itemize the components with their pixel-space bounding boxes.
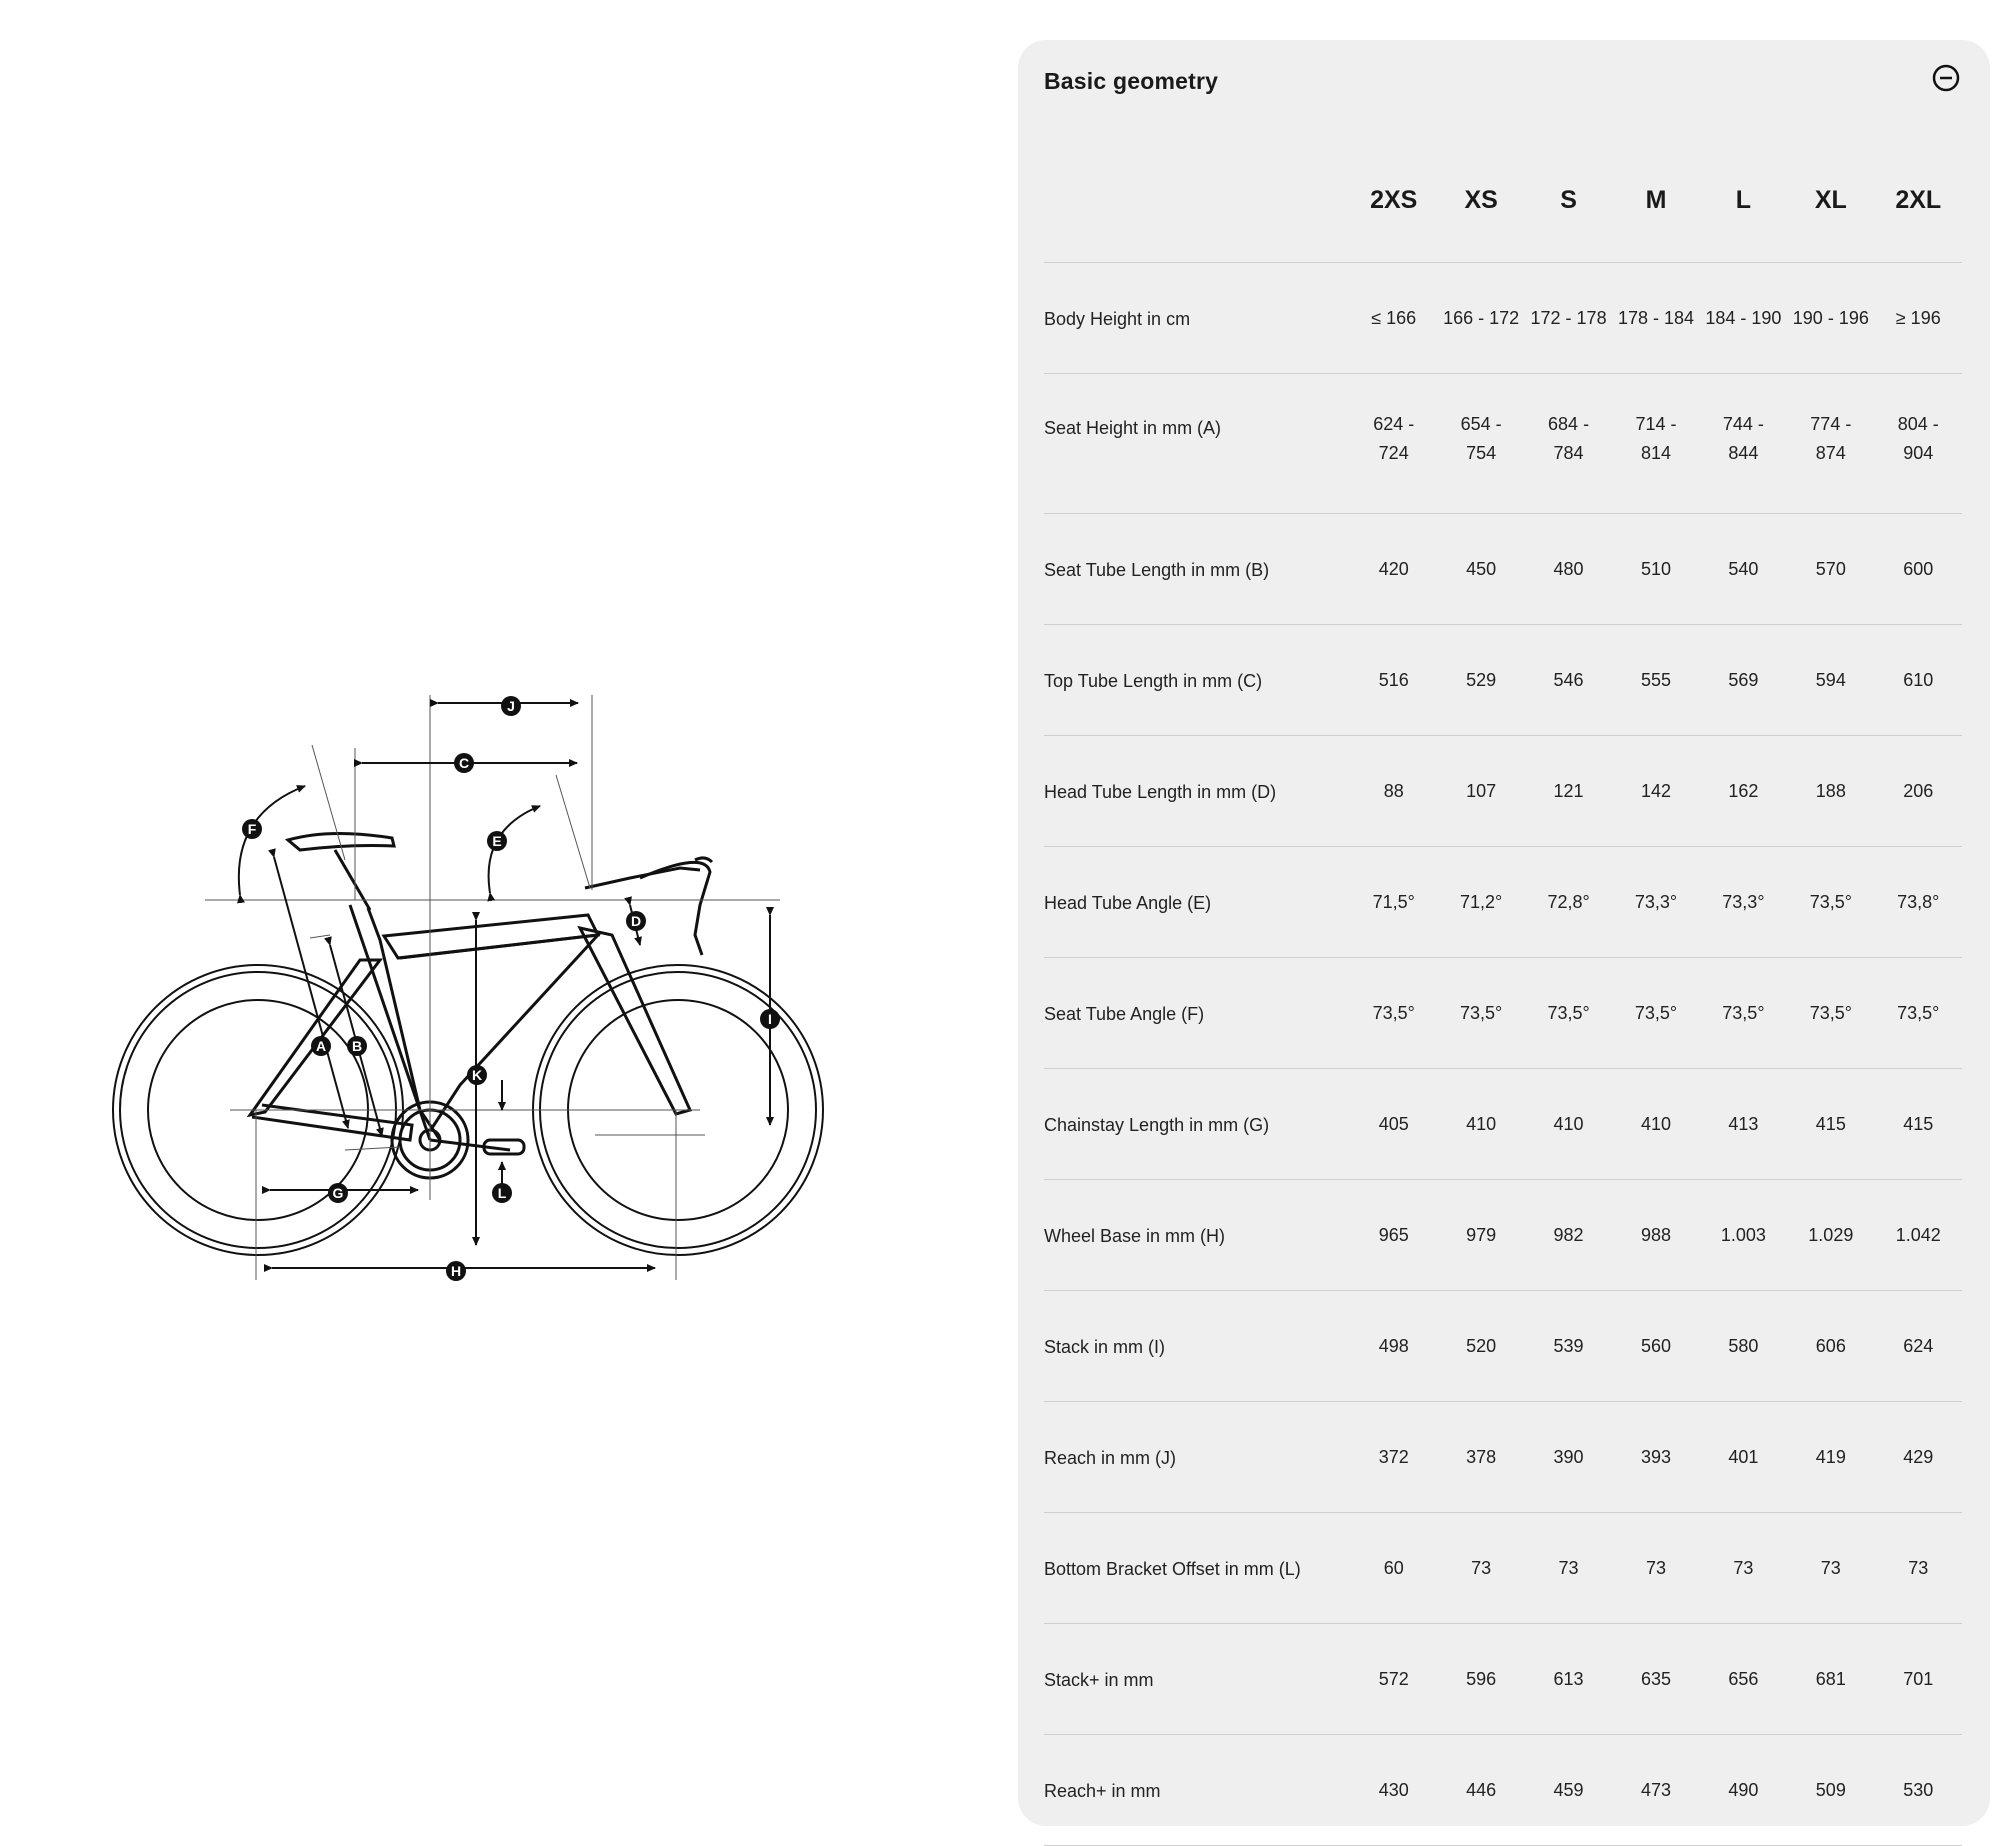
table-cell xyxy=(1437,374,1524,514)
svg-text:D: D xyxy=(630,913,642,929)
table-cell: 415 xyxy=(1787,1069,1874,1180)
table-cell: 73,3° xyxy=(1612,847,1699,958)
table-row xyxy=(1044,736,1962,847)
label-b xyxy=(347,1036,367,1056)
table-cell: 190 - 196 xyxy=(1787,263,1874,374)
svg-text:J: J xyxy=(507,698,515,714)
row-label: Head Tube Length in mm (D) xyxy=(1044,736,1350,847)
table-cell: 178 - 184 xyxy=(1612,263,1699,374)
svg-text:G: G xyxy=(332,1185,344,1201)
table-cell: 1.003 xyxy=(1700,1180,1787,1291)
cell-value: 624 - 724 xyxy=(1373,414,1415,463)
table-cell: 656 xyxy=(1700,1624,1787,1735)
table-cell: 73 xyxy=(1787,1513,1874,1624)
table-row xyxy=(1044,958,1962,1069)
table-cell: 410 xyxy=(1437,1069,1524,1180)
svg-text:H: H xyxy=(450,1263,462,1279)
row-label: Seat Tube Angle (F) xyxy=(1044,958,1350,1069)
size-header: XS xyxy=(1437,138,1524,263)
geometry-table xyxy=(1044,138,1962,1846)
table-cell xyxy=(1787,374,1874,514)
table-cell: 540 xyxy=(1700,514,1787,625)
table-cell: 73,8° xyxy=(1875,847,1962,958)
table-cell: 73 xyxy=(1612,1513,1699,1624)
table-cell: 965 xyxy=(1350,1180,1437,1291)
table-cell: 73 xyxy=(1875,1513,1962,1624)
table-cell: 405 xyxy=(1350,1069,1437,1180)
table-cell: ≥ 196 xyxy=(1875,263,1962,374)
table-cell xyxy=(1612,374,1699,514)
table-cell: 555 xyxy=(1612,625,1699,736)
table-cell: 429 xyxy=(1875,1402,1962,1513)
cell-value: 744 - 844 xyxy=(1722,414,1764,463)
table-cell xyxy=(1350,374,1437,514)
table-cell xyxy=(1525,374,1612,514)
table-cell: 624 xyxy=(1875,1291,1962,1402)
table-cell: 569 xyxy=(1700,625,1787,736)
table-row xyxy=(1044,625,1962,736)
label-c xyxy=(454,753,474,773)
table-cell: 539 xyxy=(1525,1291,1612,1402)
table-cell: 73 xyxy=(1700,1513,1787,1624)
chainring xyxy=(392,1102,524,1178)
svg-text:A: A xyxy=(315,1038,327,1054)
row-label: Seat Height in mm (A) xyxy=(1044,374,1350,514)
table-cell: 73,5° xyxy=(1875,958,1962,1069)
table-cell: 73,3° xyxy=(1700,847,1787,958)
table-cell: 390 xyxy=(1525,1402,1612,1513)
table-cell: 988 xyxy=(1612,1180,1699,1291)
svg-text:C: C xyxy=(458,755,470,771)
label-k xyxy=(467,1065,487,1085)
table-cell: 88 xyxy=(1350,736,1437,847)
row-label: Stack in mm (I) xyxy=(1044,1291,1350,1402)
table-cell: 498 xyxy=(1350,1291,1437,1402)
minus-circle-icon xyxy=(1932,64,1960,92)
cell-value: 684 - 784 xyxy=(1548,414,1590,463)
table-cell: 378 xyxy=(1437,1402,1524,1513)
table-cell: 450 xyxy=(1437,514,1524,625)
table-row xyxy=(1044,1735,1962,1846)
row-label: Stack+ in mm xyxy=(1044,1624,1350,1735)
table-cell: 459 xyxy=(1525,1735,1612,1846)
table-cell: 560 xyxy=(1612,1291,1699,1402)
table-cell: 596 xyxy=(1437,1624,1524,1735)
table-row xyxy=(1044,1180,1962,1291)
size-header: M xyxy=(1612,138,1699,263)
table-cell: 60 xyxy=(1350,1513,1437,1624)
table-cell: 979 xyxy=(1437,1180,1524,1291)
table-cell: 393 xyxy=(1612,1402,1699,1513)
table-cell: 572 xyxy=(1350,1624,1437,1735)
size-header: 2XL xyxy=(1875,138,1962,263)
bike-frame xyxy=(250,905,690,1140)
label-d xyxy=(626,911,646,931)
table-row xyxy=(1044,847,1962,958)
table-row xyxy=(1044,374,1962,514)
table-cell: 413 xyxy=(1700,1069,1787,1180)
table-row xyxy=(1044,1513,1962,1624)
table-cell: 72,8° xyxy=(1525,847,1612,958)
row-label: Wheel Base in mm (H) xyxy=(1044,1180,1350,1291)
table-cell: 520 xyxy=(1437,1291,1524,1402)
table-row xyxy=(1044,1291,1962,1402)
table-cell: 410 xyxy=(1612,1069,1699,1180)
table-cell: 701 xyxy=(1875,1624,1962,1735)
table-cell: 206 xyxy=(1875,736,1962,847)
table-cell: 420 xyxy=(1350,514,1437,625)
row-label: Reach in mm (J) xyxy=(1044,1402,1350,1513)
table-cell: 473 xyxy=(1612,1735,1699,1846)
table-cell: 490 xyxy=(1700,1735,1787,1846)
table-cell: 510 xyxy=(1612,514,1699,625)
table-cell: 166 - 172 xyxy=(1437,263,1524,374)
label-l xyxy=(492,1183,512,1203)
row-label: Head Tube Angle (E) xyxy=(1044,847,1350,958)
label-i xyxy=(760,1009,780,1029)
table-cell: 606 xyxy=(1787,1291,1874,1402)
table-cell: 162 xyxy=(1700,736,1787,847)
table-cell xyxy=(1875,374,1962,514)
table-cell: 73 xyxy=(1525,1513,1612,1624)
table-cell: 419 xyxy=(1787,1402,1874,1513)
size-header-row xyxy=(1044,138,1962,263)
table-cell: 635 xyxy=(1612,1624,1699,1735)
table-cell: 172 - 178 xyxy=(1525,263,1612,374)
table-cell: 613 xyxy=(1525,1624,1612,1735)
label-f xyxy=(242,819,262,839)
table-cell: 509 xyxy=(1787,1735,1874,1846)
table-cell: 73,5° xyxy=(1525,958,1612,1069)
row-label: Body Height in cm xyxy=(1044,263,1350,374)
table-cell: 71,5° xyxy=(1350,847,1437,958)
svg-text:I: I xyxy=(768,1011,772,1027)
handlebar xyxy=(585,858,712,955)
size-header: L xyxy=(1700,138,1787,263)
table-row xyxy=(1044,1402,1962,1513)
cell-value: 804 - 904 xyxy=(1897,414,1939,463)
table-cell: 600 xyxy=(1875,514,1962,625)
size-header: 2XS xyxy=(1350,138,1437,263)
table-cell: 982 xyxy=(1525,1180,1612,1291)
row-label: Chainstay Length in mm (G) xyxy=(1044,1069,1350,1180)
table-row xyxy=(1044,514,1962,625)
geometry-panel xyxy=(1018,40,1990,1826)
table-cell: 530 xyxy=(1875,1735,1962,1846)
table-cell: 546 xyxy=(1525,625,1612,736)
table-cell: 415 xyxy=(1875,1069,1962,1180)
table-cell xyxy=(1700,374,1787,514)
row-label: Bottom Bracket Offset in mm (L) xyxy=(1044,1513,1350,1624)
table-cell: 1.029 xyxy=(1787,1180,1874,1291)
table-cell: 401 xyxy=(1700,1402,1787,1513)
svg-text:F: F xyxy=(247,821,257,837)
table-cell: 73,5° xyxy=(1612,958,1699,1069)
table-cell: 681 xyxy=(1787,1624,1874,1735)
cell-value: 654 - 754 xyxy=(1460,414,1502,463)
cell-value: 774 - 874 xyxy=(1810,414,1852,463)
table-cell: 73,5° xyxy=(1787,847,1874,958)
collapse-toggle-button[interactable] xyxy=(1932,64,1960,92)
table-cell: 107 xyxy=(1437,736,1524,847)
table-row xyxy=(1044,263,1962,374)
table-cell: 480 xyxy=(1525,514,1612,625)
table-cell: 580 xyxy=(1700,1291,1787,1402)
table-cell: 610 xyxy=(1875,625,1962,736)
row-label: Seat Tube Length in mm (B) xyxy=(1044,514,1350,625)
table-cell: 430 xyxy=(1350,1735,1437,1846)
svg-text:B: B xyxy=(351,1038,363,1054)
table-cell: 184 - 190 xyxy=(1700,263,1787,374)
table-cell: 446 xyxy=(1437,1735,1524,1846)
table-cell: 372 xyxy=(1350,1402,1437,1513)
bike-geometry-diagram xyxy=(0,0,1000,1835)
size-header: S xyxy=(1525,138,1612,263)
table-cell: 594 xyxy=(1787,625,1874,736)
header-label-cell xyxy=(1044,138,1350,263)
table-cell: 73,5° xyxy=(1350,958,1437,1069)
label-j xyxy=(501,696,521,716)
table-cell: 570 xyxy=(1787,514,1874,625)
table-row xyxy=(1044,1069,1962,1180)
svg-text:K: K xyxy=(471,1067,483,1083)
label-e xyxy=(487,831,507,851)
table-row xyxy=(1044,1624,1962,1735)
size-header: XL xyxy=(1787,138,1874,263)
panel-title: Basic geometry xyxy=(1044,68,1219,94)
row-label: Top Tube Length in mm (C) xyxy=(1044,625,1350,736)
table-cell: 529 xyxy=(1437,625,1524,736)
table-cell: 73,5° xyxy=(1787,958,1874,1069)
table-cell: 73 xyxy=(1437,1513,1524,1624)
table-cell: 1.042 xyxy=(1875,1180,1962,1291)
label-h xyxy=(446,1261,466,1281)
table-cell: 188 xyxy=(1787,736,1874,847)
table-cell: 73,5° xyxy=(1700,958,1787,1069)
label-g xyxy=(328,1183,348,1203)
cell-value: 714 - 814 xyxy=(1635,414,1677,463)
table-cell: ≤ 166 xyxy=(1350,263,1437,374)
svg-text:E: E xyxy=(492,833,502,849)
table-cell: 410 xyxy=(1525,1069,1612,1180)
table-cell: 121 xyxy=(1525,736,1612,847)
row-label: Reach+ in mm xyxy=(1044,1735,1350,1846)
table-cell: 73,5° xyxy=(1437,958,1524,1069)
svg-text:L: L xyxy=(497,1185,507,1201)
label-a xyxy=(311,1036,331,1056)
table-cell: 516 xyxy=(1350,625,1437,736)
table-cell: 71,2° xyxy=(1437,847,1524,958)
table-cell: 142 xyxy=(1612,736,1699,847)
